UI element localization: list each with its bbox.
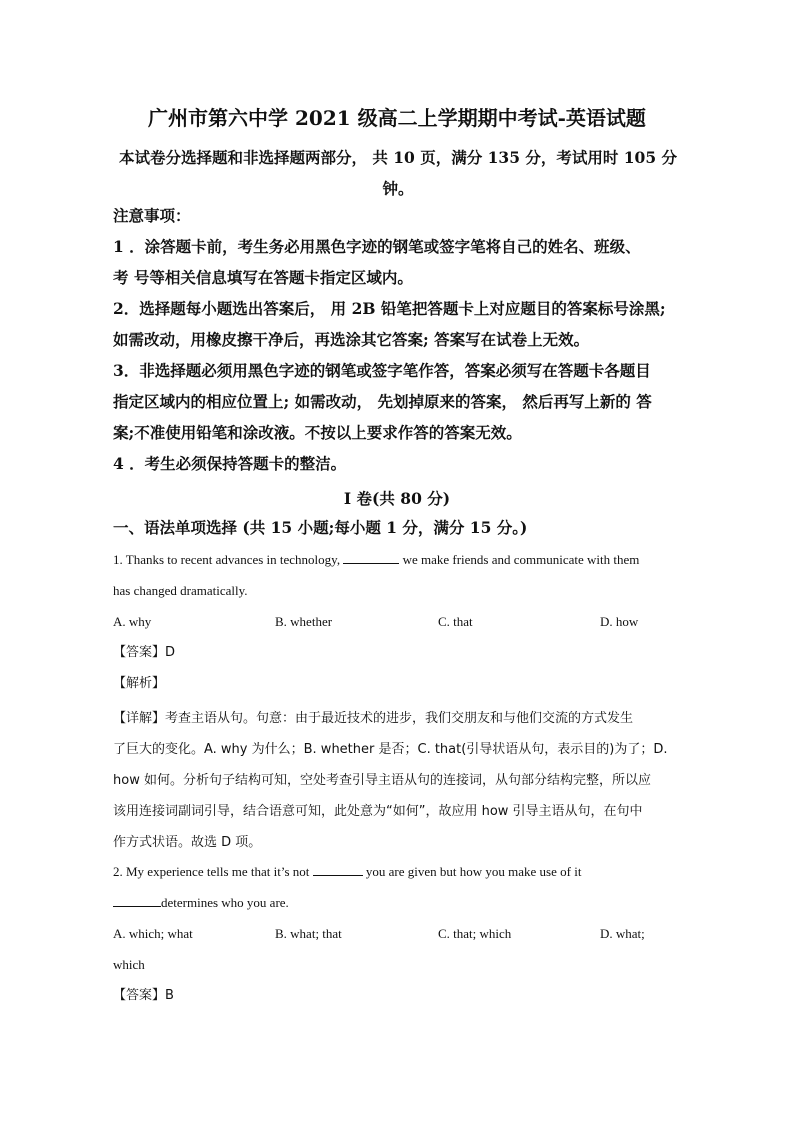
question-2-stem-line-2: determines who you are. [161,895,289,910]
answer-blank [113,892,161,907]
detail-line-2: 了巨大的变化。A. why 为什么；B. whether 是否；C. that(引导状语从句，表示目的)为了；D. [113,742,668,757]
note-3-line-1: 3．非选择题必须用黑色字迹的钢笔或签字笔作答，答案必须写在答题卡各题目 [113,361,651,380]
exam-subtitle: 本试卷分选择题和非选择题两部分， 共 10 页，满分 135 分，考试用时 105 分钟。 [118,148,678,198]
detail-line-4: 该用连接词副词引导，结合语意可知，此处意为“如何”，故应用 how 引导主语从句，在句中 [113,804,643,819]
note-3-line-3: 案;不准使用铅笔和涂改液。不按以上要求作答的答案无效。 [113,423,522,442]
q2-option-a: A. which; what [113,926,193,941]
question-1-stem-start: 1. Thanks to recent advances in technology, [113,552,344,567]
q2-option-b: B. what; that [275,926,342,941]
note-1-line-2: 考 号等相关信息填写在答题卡指定区域内。 [113,268,413,287]
q2-answer [113,980,174,1011]
answer-blank [313,861,363,876]
part-heading: I 卷(共 80 分) [343,489,451,508]
q1-option-d: D. how [600,614,639,629]
question-2 [113,856,687,918]
question-1-stem-end: we make friends and communicate with them [399,552,640,567]
question-1 [113,544,687,606]
answer-label: 【答案】 [113,645,166,660]
answer-blank [343,549,399,564]
q1-detail [113,703,687,858]
q1-option-b: B. whether [275,614,333,629]
q2-option-d: D. what; [600,926,645,941]
exam-title: 广州市第六中学 2021 级高二上学期期中考试-英语试题 [148,106,646,130]
answer-label: 【答案】 [113,988,166,1003]
question-1-stem-line-2: has changed dramatically. [113,583,248,598]
note-4: 4 ．考生必须保持答题卡的整洁。 [113,454,347,473]
q1-option-a: A. why [113,614,152,629]
answer-value: B [165,988,174,1003]
detail-line-1: 【详解】考查主语从句。句意：由于最近技术的进步，我们交朋友和与他们交流的方式发生 [113,711,634,726]
q2-option-d-wrap: which [113,957,145,972]
question-2-stem-start: 2. My experience tells me that it’s not [113,864,313,879]
notes-heading: 注意事项： [113,206,191,225]
note-2-line-1: 2．选择题每小题选出答案后， 用 2B 铅笔把答题卡上对应题目的答案标号涂黑; [113,299,666,318]
note-3-line-2: 指定区域内的相应位置上; 如需改动， 先划掉原来的答案， 然后再写上新的 答 [113,392,652,411]
answer-value: D [165,645,176,660]
q1-answer [113,637,175,668]
note-2-line-2: 如需改动，用橡皮擦干净后，再选涂其它答案; 答案写在试卷上无效。 [113,330,590,349]
section-title: 一、语法单项选择 (共 15 小题;每小题 1 分，满分 15 分。) [113,518,528,537]
q1-analysis-label: 【解析】 [113,676,166,691]
q1-option-c: C. that [438,614,473,629]
detail-line-3: how 如何。分析句子结构可知，空处考查引导主语从句的连接词，从句部分结构完整，所以应 [113,773,651,788]
question-2-stem-end: you are given but how you make use of it [362,864,582,879]
q2-option-c: C. that; which [438,926,512,941]
note-1-line-1: 1 ．涂答题卡前，考生务必用黑色字迹的钢笔或签字笔将自己的姓名、班级、 [113,237,641,256]
detail-line-5: 作方式状语。故选 D 项。 [113,835,262,850]
